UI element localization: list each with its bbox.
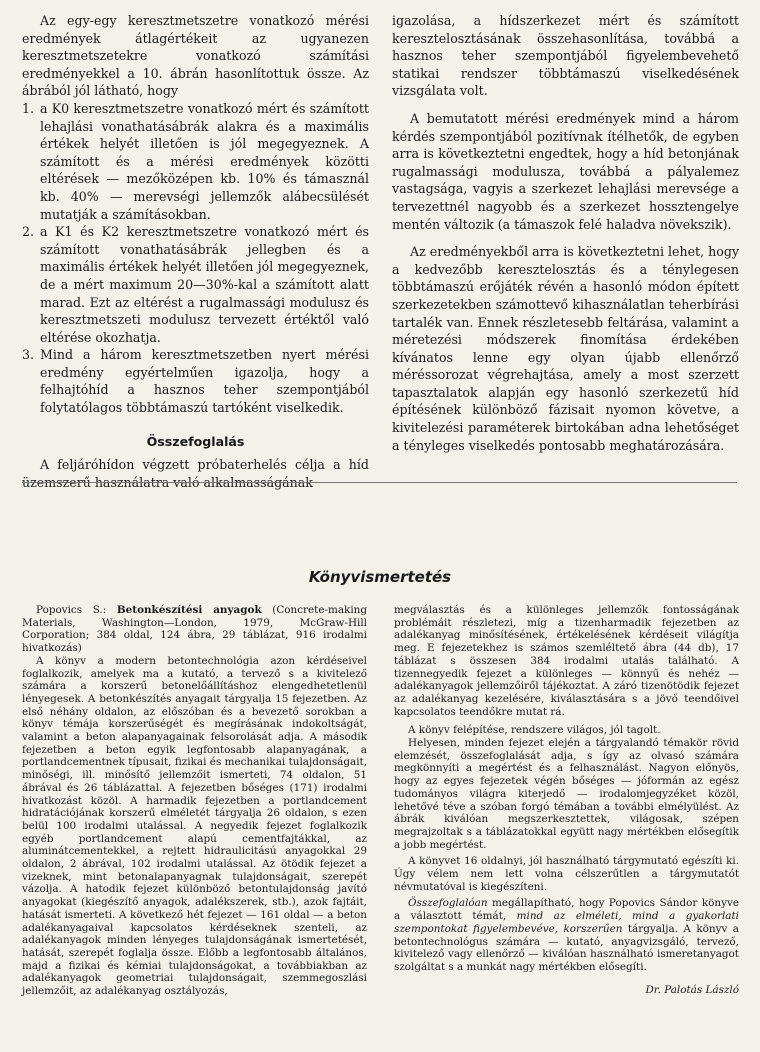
list-text: a K0 keresztmetszetre vonatkozó mért és számított lehajlási vonathatásábrák alakra és a maximális értékek helyét illetően is jól megegyeznek. A számított és a mérési eredmények közötti eltérések — mezőközépen kb. 10% és támasznál kb. 40% — merevségi jellemzők alábecsülését mutatják a számításokban.	[40, 100, 369, 222]
conclusion-text-a: megállapítható, hogy Popovics Sándor könyve a választott témát,	[394, 897, 739, 923]
intro-paragraph: Az egy-egy keresztmetszetre vonatkozó mérési eredmények átlagértékeit az ugyanezen keresztmetszetekre vonatkozó számítási eredményekkel a 10. ábrán hasonlítottuk össze. Az ábrából jól látható, hogy	[22, 13, 369, 99]
conclusion-text-b: tárgyalja. A könyv a betontechnológus számára — kutató, anyagvizsgáló, tervező, kivitelező vagy ellenőrző — kiválóan használható ismeretanyagot szolgáltat s a munkát nagy mértékben elősegíti.	[394, 922, 739, 973]
top-right-column	[392, 12, 739, 454]
section-divider	[22, 482, 737, 483]
list-item	[22, 223, 369, 346]
review-heading: Könyvismertetés	[308, 568, 452, 586]
conclusion-emphasis: mind az elméleti, mind a gyakorlati szempontokat figyelembevéve, korszerűen	[394, 910, 739, 935]
findings-list	[22, 100, 369, 417]
conclusion-paragraph: Az eredményekből arra is következtetni lehet, hogy a kedvezőbb keresztelosztás és a ténylegesen többtámaszú erőjáték révén a hasonló módon épített szerkezetekben számottevő kihasználatlan teherbírási tartalék van. Ennek részletesebb feltárása, valamint a méretezési módszerek finomítása érdekében kívánatos lenne egy olyan újabb ellenőrző méréssorozat végrehajtása, amely a most szerzett tapasztalatok alapján egy hasonló szerkezetű híd építésének különböző fázisait nyomon követve, a kivitelezési paraméterek birtokában adna lehetőséget a tényleges viselkedés pontosabb meghatározására.	[392, 244, 739, 453]
review-paragraph: megválasztás és a különleges jellemzők fontosságának problémáit részletezi, míg a tizenharmadik fejezetben az adalékanyag minősítésének, értékelésének kérdéseit világítja meg. E fejezetekhez is számos szemléltető ábra (44 db), 17 táblázat s összesen 384 irodalmi utalás található. A tizennegyedik fejezet a különleges — könnyű és nehéz — adalékanyagok jellemzőiről tájékoztat. A záró tizenötödik fejezet az adalékanyag kezelésére, kiválasztására s a jövő teendőivel kapcsolatos teendőkre mutat rá.	[394, 604, 739, 718]
book-citation	[22, 604, 367, 655]
list-item	[22, 346, 369, 416]
summary-continuation: igazolása, a hídszerkezet mért és számított keresztelosztásának összehasonlítása, továbbá a hasznos teher szempontjából figyelembevehető statikai rendszer többtámaszú viselkedésének vizsgálata volt.	[392, 13, 739, 99]
list-number: 2.	[22, 224, 35, 240]
review-right-column	[394, 604, 739, 996]
citation-details: (Concrete-making Materials, Washington—London, 1979, McGraw-Hill Corporation; 384 oldal, 124 ábra, 29 táblázat, 916 irodalmi hivatkozás)	[22, 604, 368, 655]
results-paragraph: A bemutatott mérési eredmények mind a három kérdés szempontjából pozitívnak ítélhetők, de egyben arra is következtetni engedtek, hogy a híd betonjának rugalmassági modulusza, továbbá a pályalemez vastagsága, vagyis a szerkezet lehajlási merevsége a tervezettnél nagyobb és a szerkezet hossztengelye mentén változik (a támaszok felé haladva növekszik).	[392, 110, 739, 232]
list-number: 1.	[22, 100, 35, 116]
list-number: 3.	[22, 347, 35, 363]
review-paragraph: Helyesen, minden fejezet elején a tárgyalandó témakör rövid elemzését, összefoglalását adja, s így az olvasó számára megkönnyíti a megértést és a felhasználást. Nagyon előnyös, hogy az egyes fejezetek végén bőséges — jóformán az egész tudományos világra kiterjedő — irodalomjegyzéket közöl, lehetővé téve a szóban forgó témában a további elmélyülést. Az ábrák kiválóan megszerkesztettek, világosak, szépen megrajzoltak s a táblázatokkal együtt nagy mértékben elősegítik a jobb megértést.	[394, 737, 739, 851]
review-conclusion	[394, 897, 739, 973]
citation-author: Popovics S.:	[36, 604, 107, 616]
list-text: Mind a három keresztmetszetben nyert mérési eredmény egyértelműen igazolja, hogy a felhajtóhíd a hasznos teher szempontjából folytatólagos többtámaszú tartóként viselkedik.	[40, 347, 369, 416]
conclusion-lead: Összefoglalóan	[408, 897, 488, 910]
review-left-column	[22, 604, 367, 998]
citation-title: Betonkészítési anyagok	[116, 604, 262, 616]
list-text: a K1 és K2 keresztmetszetre vonatkozó mért és számított vonathatásábrák jellegben és a maximális értékek helyét illetően jól megegyeznek, de a mért maximum 20—30%-kal a számított alatt marad. Ezt az eltérést a rugalmassági modulusz és keresztmetszeti modulusz tervezett értéktől való eltérése okozhatja.	[40, 224, 369, 345]
top-left-column	[22, 12, 369, 491]
summary-paragraph: A feljáróhídon végzett próbaterhelés célja a híd üzemszerű használatra való alkalmasságának	[22, 457, 369, 490]
reviewer-signature: Dr. Palotás László	[645, 983, 739, 996]
review-paragraph: A könyv felépítése, rendszere világos, jól tagolt.	[408, 724, 661, 737]
list-item	[22, 100, 369, 223]
review-paragraph: A könyvet 16 oldalnyi, jól használható tárgymutató egészíti ki. Úgy vélem nem lett volna célszerűtlen a tárgymutatót névmutatóval is kiegészíteni.	[394, 855, 739, 893]
review-paragraph: A könyv a modern betontechnológia azon kérdéseivel foglalkozik, amelyek ma a kutató, a tervező s a kivitelező számára a korszerű betonelőállításhoz elengedhetetlenül lényegesek. A betonkészítés anyagait tárgyalja 15 fejezetben. Az első néhány oldalon, az előszóban és a bevezető sorokban a könyv témája korszerűségét és megírásának indokoltságát, valamint a beton alapanyagainak felsorolását adja. A második fejezetben a beton egyik legfontosabb alapanyagának, a portlandcementnek típusait, fizikai és mechanikai tulajdonságait, minőségi, ill. minősítő jellemzőit ismerteti, 74 oldalon, 51 ábrával és 26 táblázattal. A fejezetben bőséges (171) irodalmi hivatkozást közöl. A harmadik fejezetben a portlandcement hidratációjának korszerű elméletét tárgyalja 26 oldalon, s ezen belül 100 irodalmi utalással. A negyedik fejezet foglalkozik egyéb portlandcement alapú cementfajtákkal, az aluminátcementekkel, a rejtett hidraulicitású anyagokkal 29 oldalon, 2 ábrával, 102 irodalmi utalással. Az ötödik fejezet a vizeknek, mint betonalapanyagnak tulajdonságait, szerepét vázolja. A hatodik fejezet különböző betontulajdonság javító anyagokat (kiegészítő anyagok, adalékszerek, stb.), azok fajtáit, hatását ismerteti. A következő hét fejezet — 161 oldal — a beton adalékanyagaival kapcsolatos kérdéseknek szenteli, az adalékanyagok minden lényeges tulajdonságának ismertetését, hatását, szerepét foglalja össze. Előbb a legfontosabb általános, majd a fizikai és kémiai tulajdonságokat, a továbbiakban az adalékanyagok geometriai tulajdonságait, szemmegoszlási jellemzőit, az adalékanyag osztályozás,	[22, 654, 367, 998]
section-heading: Összefoglalás	[146, 433, 245, 449]
